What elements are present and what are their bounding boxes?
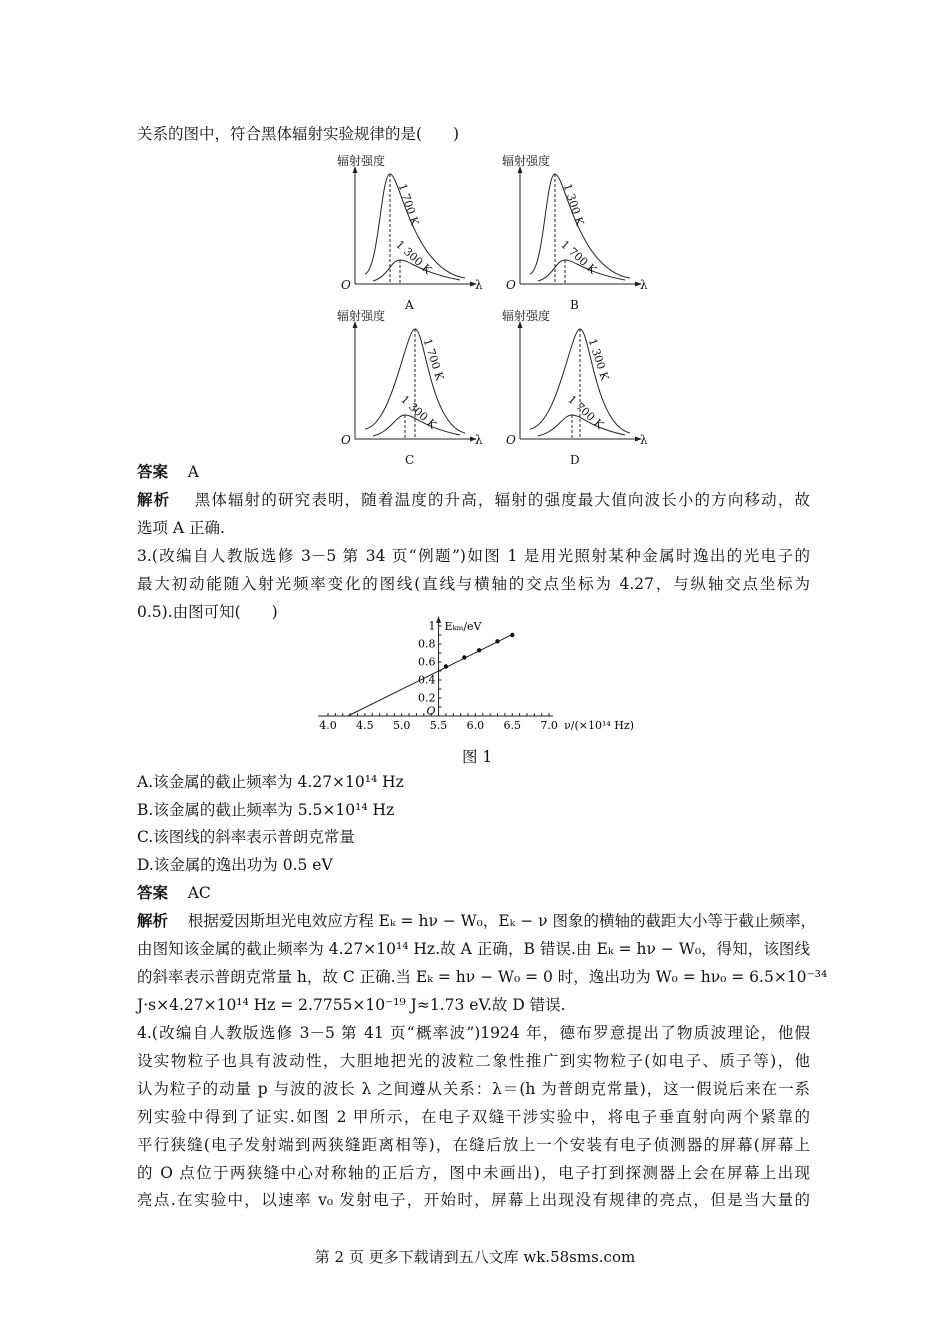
- x-axis-label: λ: [475, 433, 483, 447]
- analysis-label: 解析: [137, 911, 169, 930]
- x-tick-label: 7.0: [540, 719, 558, 732]
- x-tick-label: 6.0: [466, 719, 485, 732]
- option-letter: B: [570, 298, 579, 312]
- q3-stem-line: 3.(改编自人教版选修 3－5 第 34 页“例题”)如图 1 是用光照射某种金属时逸出的光电子的: [137, 547, 810, 565]
- x-axis-label: λ: [475, 278, 483, 292]
- q2-answer: [137, 462, 199, 482]
- curve-label-high: 1 300 K: [585, 337, 612, 383]
- q4-stem-line: 认为粒子的动量 p 与波的波长 λ 之间遵从关系：λ＝(h 为普朗克常量)，这一假说后来在一系: [137, 1080, 810, 1098]
- y-axis-label: Eₖₘ/eV: [444, 620, 482, 633]
- answer-label: 答案: [137, 883, 169, 902]
- q2-analysis-line: [137, 490, 810, 510]
- analysis-text: 根据爱因斯坦光电效应方程 Eₖ = hν − W₀，Eₖ − ν 图象的横轴的截距大小等于截止频率，: [187, 912, 817, 930]
- q4-stem-line: 列实验中得到了证实.如图 2 甲所示，在电子双缝干涉实验中，将电子垂直射向两个紧靠的: [137, 1108, 810, 1126]
- x-tick-label: 4.0: [319, 719, 337, 732]
- data-point: [444, 664, 448, 668]
- y-axis-label: 辐射强度: [502, 309, 551, 323]
- x-tick-label: 4.5: [356, 719, 374, 732]
- x-tick-label: 6.5: [503, 719, 521, 732]
- answer-value: AC: [187, 884, 211, 902]
- option-graph-c: [335, 307, 485, 467]
- curve-label-low: 1 700 K: [558, 238, 600, 277]
- q3-stem-line: 0.5).由图可知( ): [137, 603, 278, 621]
- y-tick-label: 0.8: [418, 637, 436, 651]
- curve-label-low: 1 700 K: [565, 393, 607, 432]
- figure-1-chart: [310, 616, 670, 738]
- y-tick-label: 0.2: [418, 691, 436, 705]
- y-tick-label: 1: [428, 619, 436, 633]
- curve-label-high: 1 700 K: [395, 182, 422, 228]
- q4-stem-line: 亮点.在实验中，以速率 v₀ 发射电子，开始时，屏幕上出现没有规律的亮点，但是当大量的: [137, 1191, 810, 1209]
- option-a: A.该金属的截止频率为 4.27×10¹⁴ Hz: [137, 773, 404, 791]
- option-graph-b: [500, 152, 650, 312]
- option-d: D.该金属的逸出功为 0.5 eV: [137, 856, 333, 874]
- q3-analysis-line: 的斜率表示普朗克常量 h，故 C 正确.当 Eₖ = hν − W₀ = 0 时，逸出功为 W₀ = hν₀ = 6.5×10⁻³⁴: [137, 968, 828, 986]
- option-c: C.该图线的斜率表示普朗克常量: [137, 828, 355, 846]
- option-letter: D: [570, 453, 580, 467]
- x-axis-label: λ: [640, 278, 648, 292]
- curve-label-high: 1 300 K: [560, 182, 587, 228]
- q4-stem-line: 的 O 点位于两狭缝中心对称轴的正后方，图中未画出)，电子打到探测器上会在屏幕上出现: [137, 1164, 810, 1182]
- data-point: [495, 639, 499, 643]
- y-tick-label: 0.6: [418, 655, 436, 669]
- y-tick-label: 0.4: [418, 673, 436, 687]
- origin-label: O: [341, 433, 351, 447]
- origin-label: O: [426, 704, 436, 718]
- q4-stem-line: 平行狭缝(电子发射端到两狭缝距离相等)，在缝后放上一个安装有电子侦测器的屏幕(屏幕上: [137, 1136, 810, 1154]
- option-letter: C: [405, 453, 415, 467]
- data-point: [477, 648, 481, 652]
- analysis-label: 解析: [137, 490, 171, 509]
- intro-line: 关系的图中，符合黑体辐射实验规律的是( ): [137, 125, 460, 143]
- origin-label: O: [506, 278, 516, 292]
- x-tick-label: 5.5: [429, 719, 448, 732]
- y-axis-label: 辐射强度: [337, 154, 386, 168]
- x-axis-label: ν/(×10¹⁴ Hz): [564, 719, 635, 732]
- y-axis-label: 辐射强度: [502, 154, 551, 168]
- q4-stem-line: 4.(改编自人教版选修 3－5 第 41 页“概率波”)1924 年，德布罗意提出了物质波理论，他假: [137, 1024, 810, 1042]
- figure-1-caption: 图 1: [462, 748, 493, 766]
- option-graph-a: [335, 152, 485, 312]
- x-tick-label: 5.0: [392, 719, 411, 732]
- x-axis-label: λ: [640, 433, 648, 447]
- y-axis-label: 辐射强度: [337, 309, 386, 323]
- q3-analysis-line: 由图知该金属的截止频率为 4.27×10¹⁴ Hz.故 A 正确，B 错误.由 Eₖ = hν − W₀，得知，该图线: [137, 940, 810, 958]
- q3-analysis-line: [137, 911, 817, 931]
- origin-label: O: [506, 433, 516, 447]
- option-graph-d: [500, 307, 650, 467]
- q3-analysis-line: J·s×4.27×10¹⁴ Hz = 2.7755×10⁻¹⁹ J≈1.73 eV.故 D 错误.: [137, 996, 566, 1014]
- q3-answer: [137, 883, 211, 903]
- answer-label: 答案: [137, 462, 169, 481]
- option-letter: A: [405, 298, 414, 312]
- q4-stem-line: 设实物粒子也具有波动性，大胆地把光的波粒二象性推广到实物粒子(如电子、质子等)，他: [137, 1052, 810, 1070]
- q3-stem-line: 最大初动能随入射光频率变化的图线(直线与横轴的交点坐标为 4.27，与纵轴交点坐标为: [137, 575, 810, 593]
- y-axis-arrow: [436, 616, 441, 623]
- data-point: [462, 655, 466, 659]
- analysis-text: 黑体辐射的研究表明，随着温度的升高，辐射的强度最大值向波长小的方向移动，故: [194, 491, 810, 509]
- answer-value: A: [187, 463, 199, 481]
- curve-label-low: 1 300 K: [398, 393, 440, 432]
- q2-analysis-line: 选项 A 正确.: [137, 519, 225, 537]
- page-footer: 第 2 页 更多下载请到五八文库 wk.58sms.com: [314, 1248, 636, 1266]
- option-b: B.该金属的截止频率为 5.5×10¹⁴ Hz: [137, 801, 395, 819]
- origin-label: O: [341, 278, 351, 292]
- data-point: [510, 633, 514, 637]
- curve-label-low: 1 300 K: [393, 238, 435, 277]
- curve-label-high: 1 700 K: [420, 337, 447, 383]
